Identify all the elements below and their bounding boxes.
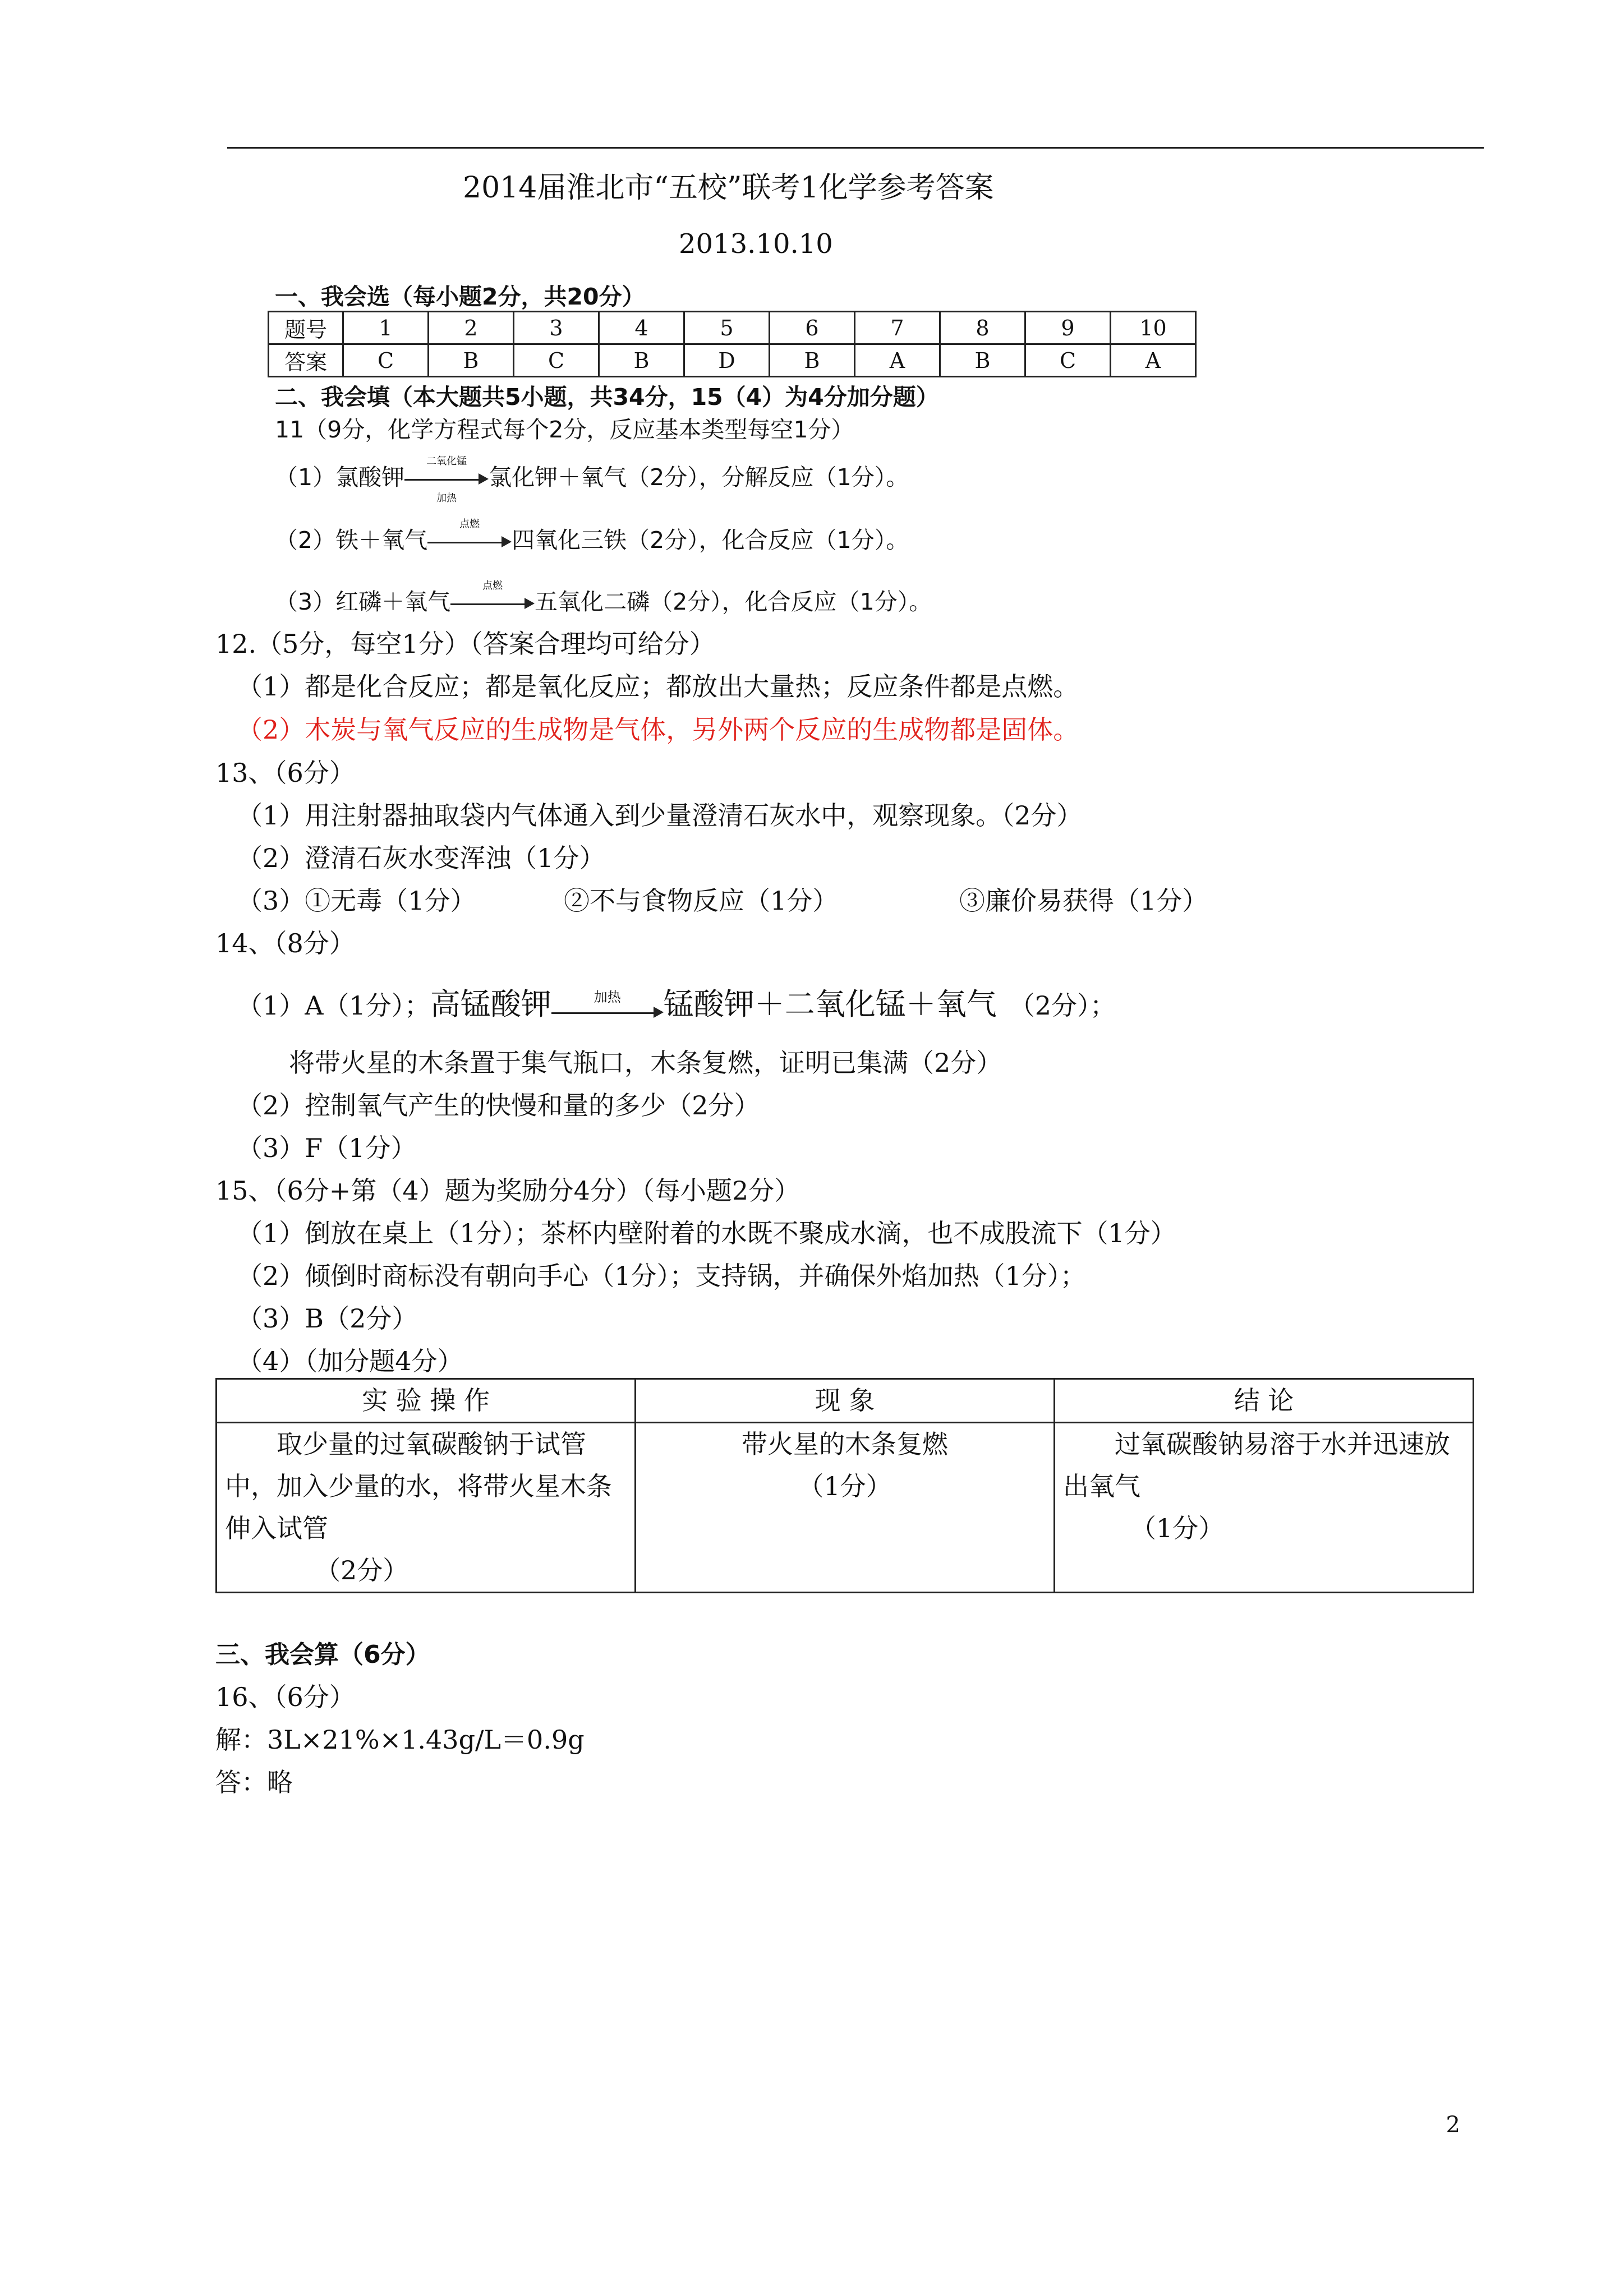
q15-heading: 15、（6分+第（4）题为奖励分4分）（每小题2分）	[215, 1175, 801, 1206]
q12-answer-2: （2）木炭与氧气反应的生成物是气体，另外两个反应的生成物都是固体。	[237, 714, 1079, 745]
q14-part1: （1）A（1分）；	[237, 990, 430, 1021]
experiment-table	[215, 1378, 1474, 1593]
answer-table	[268, 311, 1197, 377]
answer-cell: A	[855, 344, 940, 377]
question-number: 7	[855, 312, 940, 344]
q13-answer-3c: ③廉价易获得（1分）	[959, 886, 1208, 916]
arrow-condition-top: 加热	[594, 989, 621, 1005]
row-header-question: 题号	[269, 312, 343, 344]
section3-heading: 三、我会算（6分）	[215, 1640, 430, 1669]
question-number: 4	[599, 312, 684, 344]
question-number: 9	[1025, 312, 1111, 344]
section1-heading: 一、我会选（每小题2分，共20分）	[275, 283, 645, 310]
q14-answer-3: （3）F（1分）	[237, 1133, 417, 1163]
eq-prefix: （1）氯酸钾	[275, 464, 405, 491]
answer-row	[269, 344, 1196, 377]
reaction-arrow-icon	[404, 455, 489, 504]
answer-cell: C	[1025, 344, 1111, 377]
q13-answer-1: （1）用注射器抽取袋内气体通入到少量澄清石灰水中，观察现象。（2分）	[237, 800, 1083, 831]
exam-date: 2013.10.10	[679, 228, 833, 260]
section2-heading: 二、我会填（本大题共5小题，共34分，15（4）为4分加分题）	[275, 384, 939, 411]
q15-answer-1: （1）倒放在桌上（1分）；茶杯内壁附着的水既不聚成水滴，也不成股流下（1分）	[237, 1218, 1176, 1248]
q14-answer-1-note: 将带火星的木条置于集气瓶口，木条复燃，证明已集满（2分）	[289, 1048, 1002, 1078]
answer-cell: C	[343, 344, 429, 377]
q16-solution: 解：3L×21%×1.43g/L＝0.9g	[215, 1725, 585, 1755]
answer-cell: A	[1111, 344, 1196, 377]
q12-heading: 12.（5分，每空1分）（答案合理均可给分）	[215, 629, 715, 659]
q16-heading: 16、（6分）	[215, 1682, 355, 1712]
q13-answer-2: （2）澄清石灰水变浑浊（1分）	[237, 843, 605, 873]
phenomenon-score: （1分）	[798, 1471, 892, 1501]
operation-score: （2分）	[315, 1555, 409, 1585]
q16-answer: 答：略	[215, 1767, 293, 1797]
cell-phenomenon	[636, 1423, 1055, 1593]
q11-heading: 11（9分，化学方程式每个2分，反应基本类型每空1分）	[275, 416, 854, 443]
q14-part1-score: （2分）；	[1009, 990, 1116, 1021]
q14-answer-1	[237, 980, 1116, 1027]
eq-suffix: 五氧化二磷（2分），化合反应（1分）。	[535, 588, 932, 615]
q14-heading: 14、（8分）	[215, 928, 355, 958]
arrow-condition-top: 点燃	[459, 518, 480, 530]
operation-text: 取少量的过氧碳酸钠于试管中，加入少量的水，将带火星木条伸入试管	[225, 1429, 612, 1543]
answer-cell: B	[599, 344, 684, 377]
eq-prefix: （3）红磷＋氧气	[275, 588, 451, 615]
q15-answer-3: （3）B（2分）	[237, 1303, 418, 1334]
reaction-arrow-icon	[427, 518, 512, 554]
q12-answer-1: （1）都是化合反应；都是氧化反应；都放出大量热；反应条件都是点燃。	[237, 671, 1079, 702]
answer-cell: B	[770, 344, 855, 377]
answer-cell: B	[940, 344, 1025, 377]
answer-cell: D	[684, 344, 770, 377]
conclusion-score: （1分）	[1130, 1513, 1225, 1543]
phenomenon-text: 带火星的木条复燃	[742, 1429, 948, 1459]
answer-cell: C	[514, 344, 599, 377]
arrow-condition-top: 二氧化锰	[426, 455, 467, 467]
header-operation: 实 验 操 作	[217, 1379, 636, 1423]
conclusion-text: 过氧碳酸钠易溶于水并迅速放出氧气	[1063, 1429, 1450, 1501]
q11-equation-2	[275, 518, 909, 555]
q13-heading: 13、（6分）	[215, 758, 355, 788]
question-number: 1	[343, 312, 429, 344]
question-number: 10	[1111, 312, 1196, 344]
row-header-answer: 答案	[269, 344, 343, 377]
page-title: 2014届淮北市“五校”联考1化学参考答案	[463, 171, 994, 205]
eq-suffix: 四氧化三铁（2分），化合反应（1分）。	[512, 527, 909, 554]
arrow-condition-top: 点燃	[482, 580, 503, 592]
q15-answer-2: （2）倾倒时商标没有朝向手心（1分）；支持锅，并确保外焰加热（1分）；	[237, 1261, 1086, 1291]
eq-suffix: 锰酸钾＋二氧化锰＋氧气	[663, 986, 997, 1022]
eq-prefix: 高锰酸钾	[430, 986, 551, 1022]
question-number: 5	[684, 312, 770, 344]
q13-answer-3b: ②不与食物反应（1分）	[564, 886, 839, 916]
header-rule	[227, 147, 1484, 149]
page-number: 2	[1446, 2112, 1460, 2138]
question-number: 6	[770, 312, 855, 344]
reaction-arrow-icon	[551, 989, 664, 1027]
question-number-row	[269, 312, 1196, 344]
eq-suffix: 氯化钾＋氧气（2分），分解反应（1分）。	[489, 464, 909, 491]
question-number: 3	[514, 312, 599, 344]
answer-cell: B	[429, 344, 514, 377]
question-number: 2	[429, 312, 514, 344]
q11-equation-3	[275, 580, 932, 616]
experiment-table-row	[217, 1423, 1474, 1593]
header-phenomenon: 现 象	[636, 1379, 1055, 1423]
eq-prefix: （2）铁＋氧气	[275, 527, 428, 554]
reaction-arrow-icon	[450, 580, 535, 616]
q11-equation-1	[275, 455, 909, 504]
cell-operation	[217, 1423, 636, 1593]
q15-answer-4: （4）（加分题4分）	[237, 1346, 463, 1376]
q14-answer-2: （2）控制氧气产生的快慢和量的多少（2分）	[237, 1090, 760, 1121]
q13-answer-3a: （3）①无毒（1分）	[237, 886, 476, 916]
cell-conclusion	[1055, 1423, 1474, 1593]
header-conclusion: 结 论	[1055, 1379, 1474, 1423]
question-number: 8	[940, 312, 1025, 344]
experiment-table-header	[217, 1379, 1474, 1423]
arrow-condition-bottom: 加热	[436, 492, 457, 504]
